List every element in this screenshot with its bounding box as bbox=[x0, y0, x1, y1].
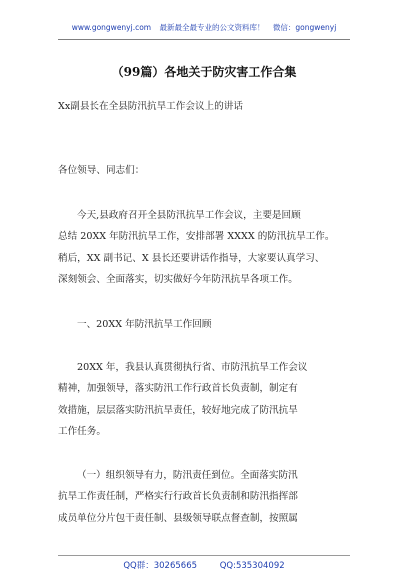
document-title: （99篇）各地关于防灾害工作合集 bbox=[111, 65, 297, 79]
paragraph-line: 抗旱工作责任制，严格实行行政首长负责制和防汛指挥部 bbox=[58, 491, 298, 502]
paragraph-line: 精神，加强领导，落实防汛工作行政首长负责制，制定有 bbox=[58, 383, 298, 394]
section-heading: 一、20XX 年防汛抗旱工作回顾 bbox=[77, 319, 212, 330]
paragraph-line: （一）组织领导有力，防汛责任到位。全面落实防汛 bbox=[77, 470, 298, 481]
qq-text: QQ:535304092 bbox=[219, 561, 285, 571]
site-link[interactable]: www.gongwenyj.com bbox=[71, 23, 152, 32]
paragraph-line: 20XX 年，我县认真贯彻执行省、市防汛抗旱工作会议 bbox=[77, 362, 308, 373]
paragraph-line: 效措施，层层落实防汛抗旱责任，较好地完成了防汛抗旱 bbox=[58, 405, 298, 416]
page-header bbox=[0, 23, 408, 33]
page-footer bbox=[0, 560, 408, 572]
paragraph-line: 总结 20XX 年防汛抗旱工作，安排部署 XXXX 的防汛抗旱工作。 bbox=[58, 231, 335, 242]
paragraph-line: 今天,县政府召开全县防汛抗旱工作会议，主要是回顾 bbox=[77, 210, 301, 221]
wechat-text: 微信：gongwenyj bbox=[272, 23, 337, 32]
paragraph-line: 工作任务。 bbox=[58, 426, 106, 437]
paragraph-line: 稍后，XX 副书记、X 县长还要讲话作指导，大家要认真学习、 bbox=[58, 253, 325, 264]
speech-title: Xx副县长在全县防汛抗旱工作会议上的讲话 bbox=[58, 101, 243, 112]
salutation: 各位领导、同志们： bbox=[58, 165, 145, 176]
qq-group-text: QQ群：30265665 bbox=[123, 561, 198, 571]
slogan-text: 最新最全最专业的公文资料库！ bbox=[159, 23, 265, 32]
paragraph-line: 深刻领会、全面落实，切实做好今年防汛抗旱各项工作。 bbox=[58, 274, 298, 285]
footer-divider bbox=[58, 555, 350, 556]
header-divider bbox=[58, 39, 350, 40]
paragraph-line: 成员单位分片包干责任制、县级领导联点督查制，按照属 bbox=[58, 513, 298, 524]
